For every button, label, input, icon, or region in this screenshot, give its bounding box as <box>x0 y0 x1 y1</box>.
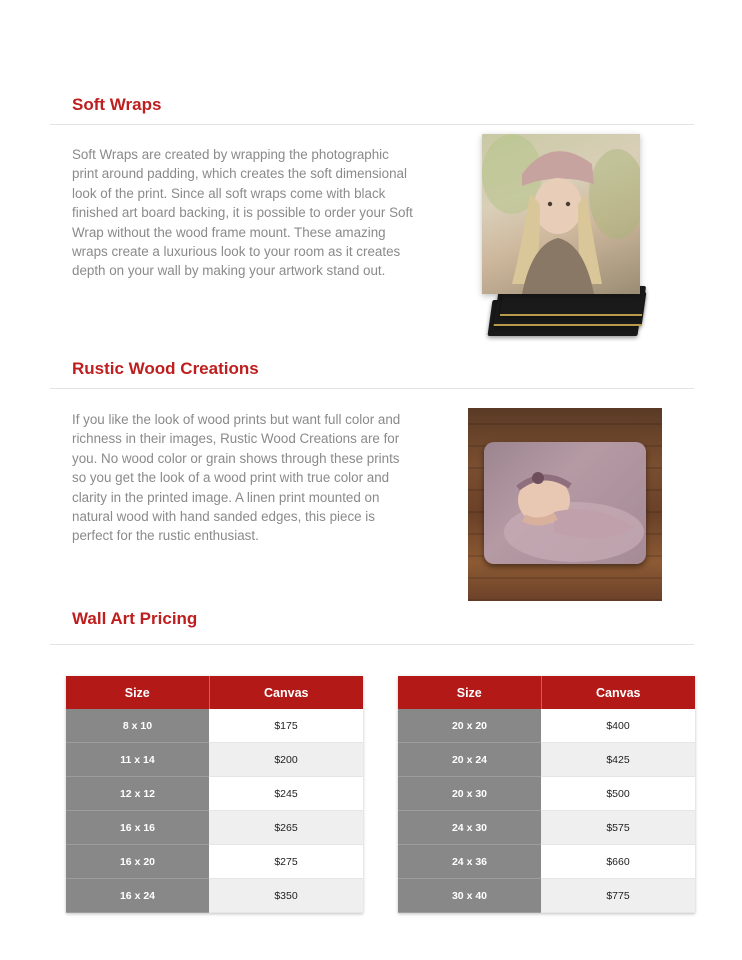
soft-wrap-product-image <box>476 132 648 342</box>
canvas-price-cell: $660 <box>541 845 695 879</box>
canvas-price-cell: $245 <box>209 777 363 811</box>
soft-wraps-title: Soft Wraps <box>72 95 162 114</box>
table-row <box>398 743 695 777</box>
canvas-price-cell: $775 <box>541 879 695 913</box>
table-header-row <box>66 676 363 709</box>
canvas-price-cell: $350 <box>209 879 363 913</box>
rustic-wood-title: Rustic Wood Creations <box>72 359 259 378</box>
table-row <box>66 777 363 811</box>
canvas-column-header: Canvas <box>541 676 695 709</box>
size-cell: 12 x 12 <box>66 777 209 811</box>
girl-portrait-photo <box>482 134 640 294</box>
pricing-divider <box>50 644 694 645</box>
size-column-header: Size <box>398 676 541 709</box>
size-cell: 24 x 36 <box>398 845 541 879</box>
newborn-photo <box>484 442 646 564</box>
rustic-wood-product-image <box>468 408 662 601</box>
rustic-wood-divider <box>50 388 694 389</box>
size-cell: 20 x 20 <box>398 709 541 743</box>
size-cell: 20 x 24 <box>398 743 541 777</box>
size-cell: 16 x 20 <box>66 845 209 879</box>
canvas-price-cell: $425 <box>541 743 695 777</box>
size-cell: 30 x 40 <box>398 879 541 913</box>
table-row <box>66 845 363 879</box>
size-cell: 20 x 30 <box>398 777 541 811</box>
canvas-price-cell: $275 <box>209 845 363 879</box>
table-header-row <box>398 676 695 709</box>
table-row <box>66 743 363 777</box>
size-cell: 11 x 14 <box>66 743 209 777</box>
table-row <box>398 879 695 913</box>
price-table-1 <box>66 676 363 913</box>
soft-wraps-divider <box>50 124 694 125</box>
canvas-price-cell: $500 <box>541 777 695 811</box>
table-row <box>66 811 363 845</box>
size-cell: 16 x 16 <box>66 811 209 845</box>
canvas-price-cell: $175 <box>209 709 363 743</box>
table-row <box>66 709 363 743</box>
table-row <box>398 845 695 879</box>
canvas-price-cell: $200 <box>209 743 363 777</box>
rustic-wood-description: If you like the look of wood prints but want full color and richness in their images, Rustic Wood Creations are for you. No wood color or grain shows through these prints so you get the look of a wood print with true color and clarity in the printed image. A linen print mounted on natural wood with hand sanded edges, this piece is perfect for the rustic enthusiast. <box>72 412 401 544</box>
size-cell: 16 x 24 <box>66 879 209 913</box>
soft-wraps-description: Soft Wraps are created by wrapping the photographic print around padding, which creates the soft dimensional look of the print. Since all soft wraps come with black finished art board backing, it is possible to order your Soft Wrap without the wood frame mount. These amazing wraps create a luxurious look to your room as it creates depth on your wall by making your artwork stand out. <box>72 147 413 279</box>
canvas-price-cell: $575 <box>541 811 695 845</box>
canvas-price-cell: $265 <box>209 811 363 845</box>
canvas-column-header: Canvas <box>209 676 363 709</box>
table-row <box>66 879 363 913</box>
canvas-price-cell: $400 <box>541 709 695 743</box>
size-cell: 24 x 30 <box>398 811 541 845</box>
table-row <box>398 709 695 743</box>
pricing-title: Wall Art Pricing <box>72 609 198 628</box>
table-row <box>398 811 695 845</box>
table-row <box>398 777 695 811</box>
size-cell: 8 x 10 <box>66 709 209 743</box>
price-table-2 <box>398 676 695 913</box>
size-column-header: Size <box>66 676 209 709</box>
